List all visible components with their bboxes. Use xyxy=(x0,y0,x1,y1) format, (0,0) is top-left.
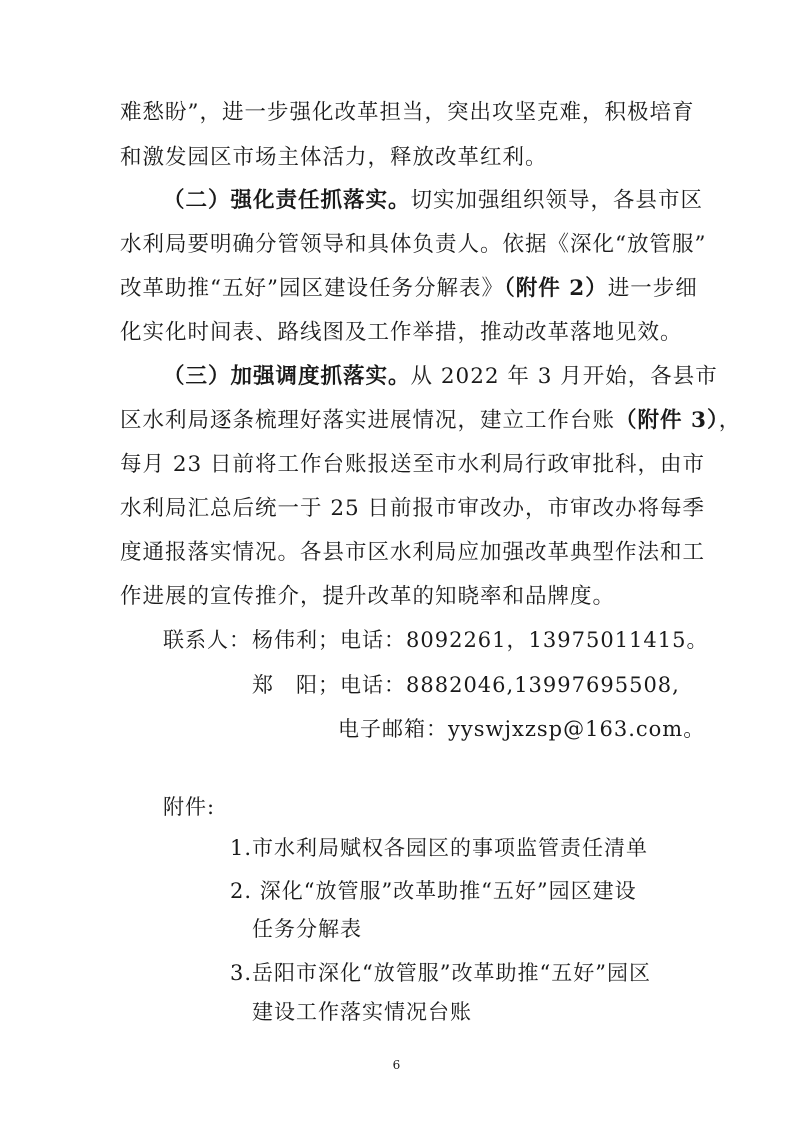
paragraph1-line1: 难愁盼”，进一步强化改革担当，突出攻坚克难，积极培育 xyxy=(120,100,695,125)
attachment-item-2-line1: 2. 深化“放管服”改革助推“五好”园区建设 xyxy=(230,879,637,903)
paragraph2-line2: 水利局要明确分管领导和具体负责人。依据《深化“放管服” xyxy=(120,232,707,257)
paragraph3-line1: （三）加强调度抓落实。从 2022 年 3 月开始，各县市 xyxy=(163,364,718,389)
contact-label: 联系人： xyxy=(163,628,251,652)
contact-email: 电子邮箱：yyswjxzsp@163.com。 xyxy=(338,717,706,741)
paragraph3-line2: 区水利局逐条梳理好落实进展情况，建立工作台账（附件 3）， xyxy=(120,408,742,433)
attachment-item-3-line1: 3.岳阳市深化“放管服”改革助推“五好”园区 xyxy=(230,961,651,985)
page-number: 6 xyxy=(392,1058,401,1072)
paragraph2-line1: （二）强化责任抓落实。切实加强组织领导，各县市区 xyxy=(163,188,704,213)
attachment-item-2-line2: 任务分解表 xyxy=(252,917,362,941)
paragraph2-line3: 改革助推“五好”园区建设任务分解表》（附件 2）进一步细 xyxy=(120,276,698,301)
attachment-ref-3: （附件 3） xyxy=(615,408,719,433)
contact-person-2: 郑 阳；电话：8882046,13997695508, xyxy=(252,673,680,697)
section-heading-3: （三）加强调度抓落实。 xyxy=(163,364,411,389)
paragraph3-line6: 作进展的宣传推介，提升改革的知晓率和品牌度。 xyxy=(120,584,616,609)
attachment-item-1: 1.市水利局赋权各园区的事项监管责任清单 xyxy=(230,836,649,860)
attachments-label: 附件: xyxy=(163,795,216,819)
attachment-item-3-line2: 建设工作落实情况台账 xyxy=(252,1000,472,1024)
paragraph3-line4: 水利局汇总后统一于 25 日前报市审改办，市审改办将每季 xyxy=(120,496,706,521)
section-heading-2: （二）强化责任抓落实。 xyxy=(163,188,411,213)
paragraph1-line2: 和激发园区市场主体活力，释放改革红利。 xyxy=(120,145,548,170)
paragraph3-line3: 每月 23 日前将工作台账报送至市水利局行政审批科，由市 xyxy=(120,452,706,477)
attachment-ref-2: （附件 2） xyxy=(504,276,608,301)
contact-person-1: 杨伟利；电话：8092261，13975011415。 xyxy=(252,628,709,652)
paragraph2-line4: 化实化时间表、路线图及工作举措，推动改革落地见效。 xyxy=(120,320,683,345)
paragraph3-line5: 度通报落实情况。各县市区水利局应加强改革典型作法和工 xyxy=(120,540,706,565)
